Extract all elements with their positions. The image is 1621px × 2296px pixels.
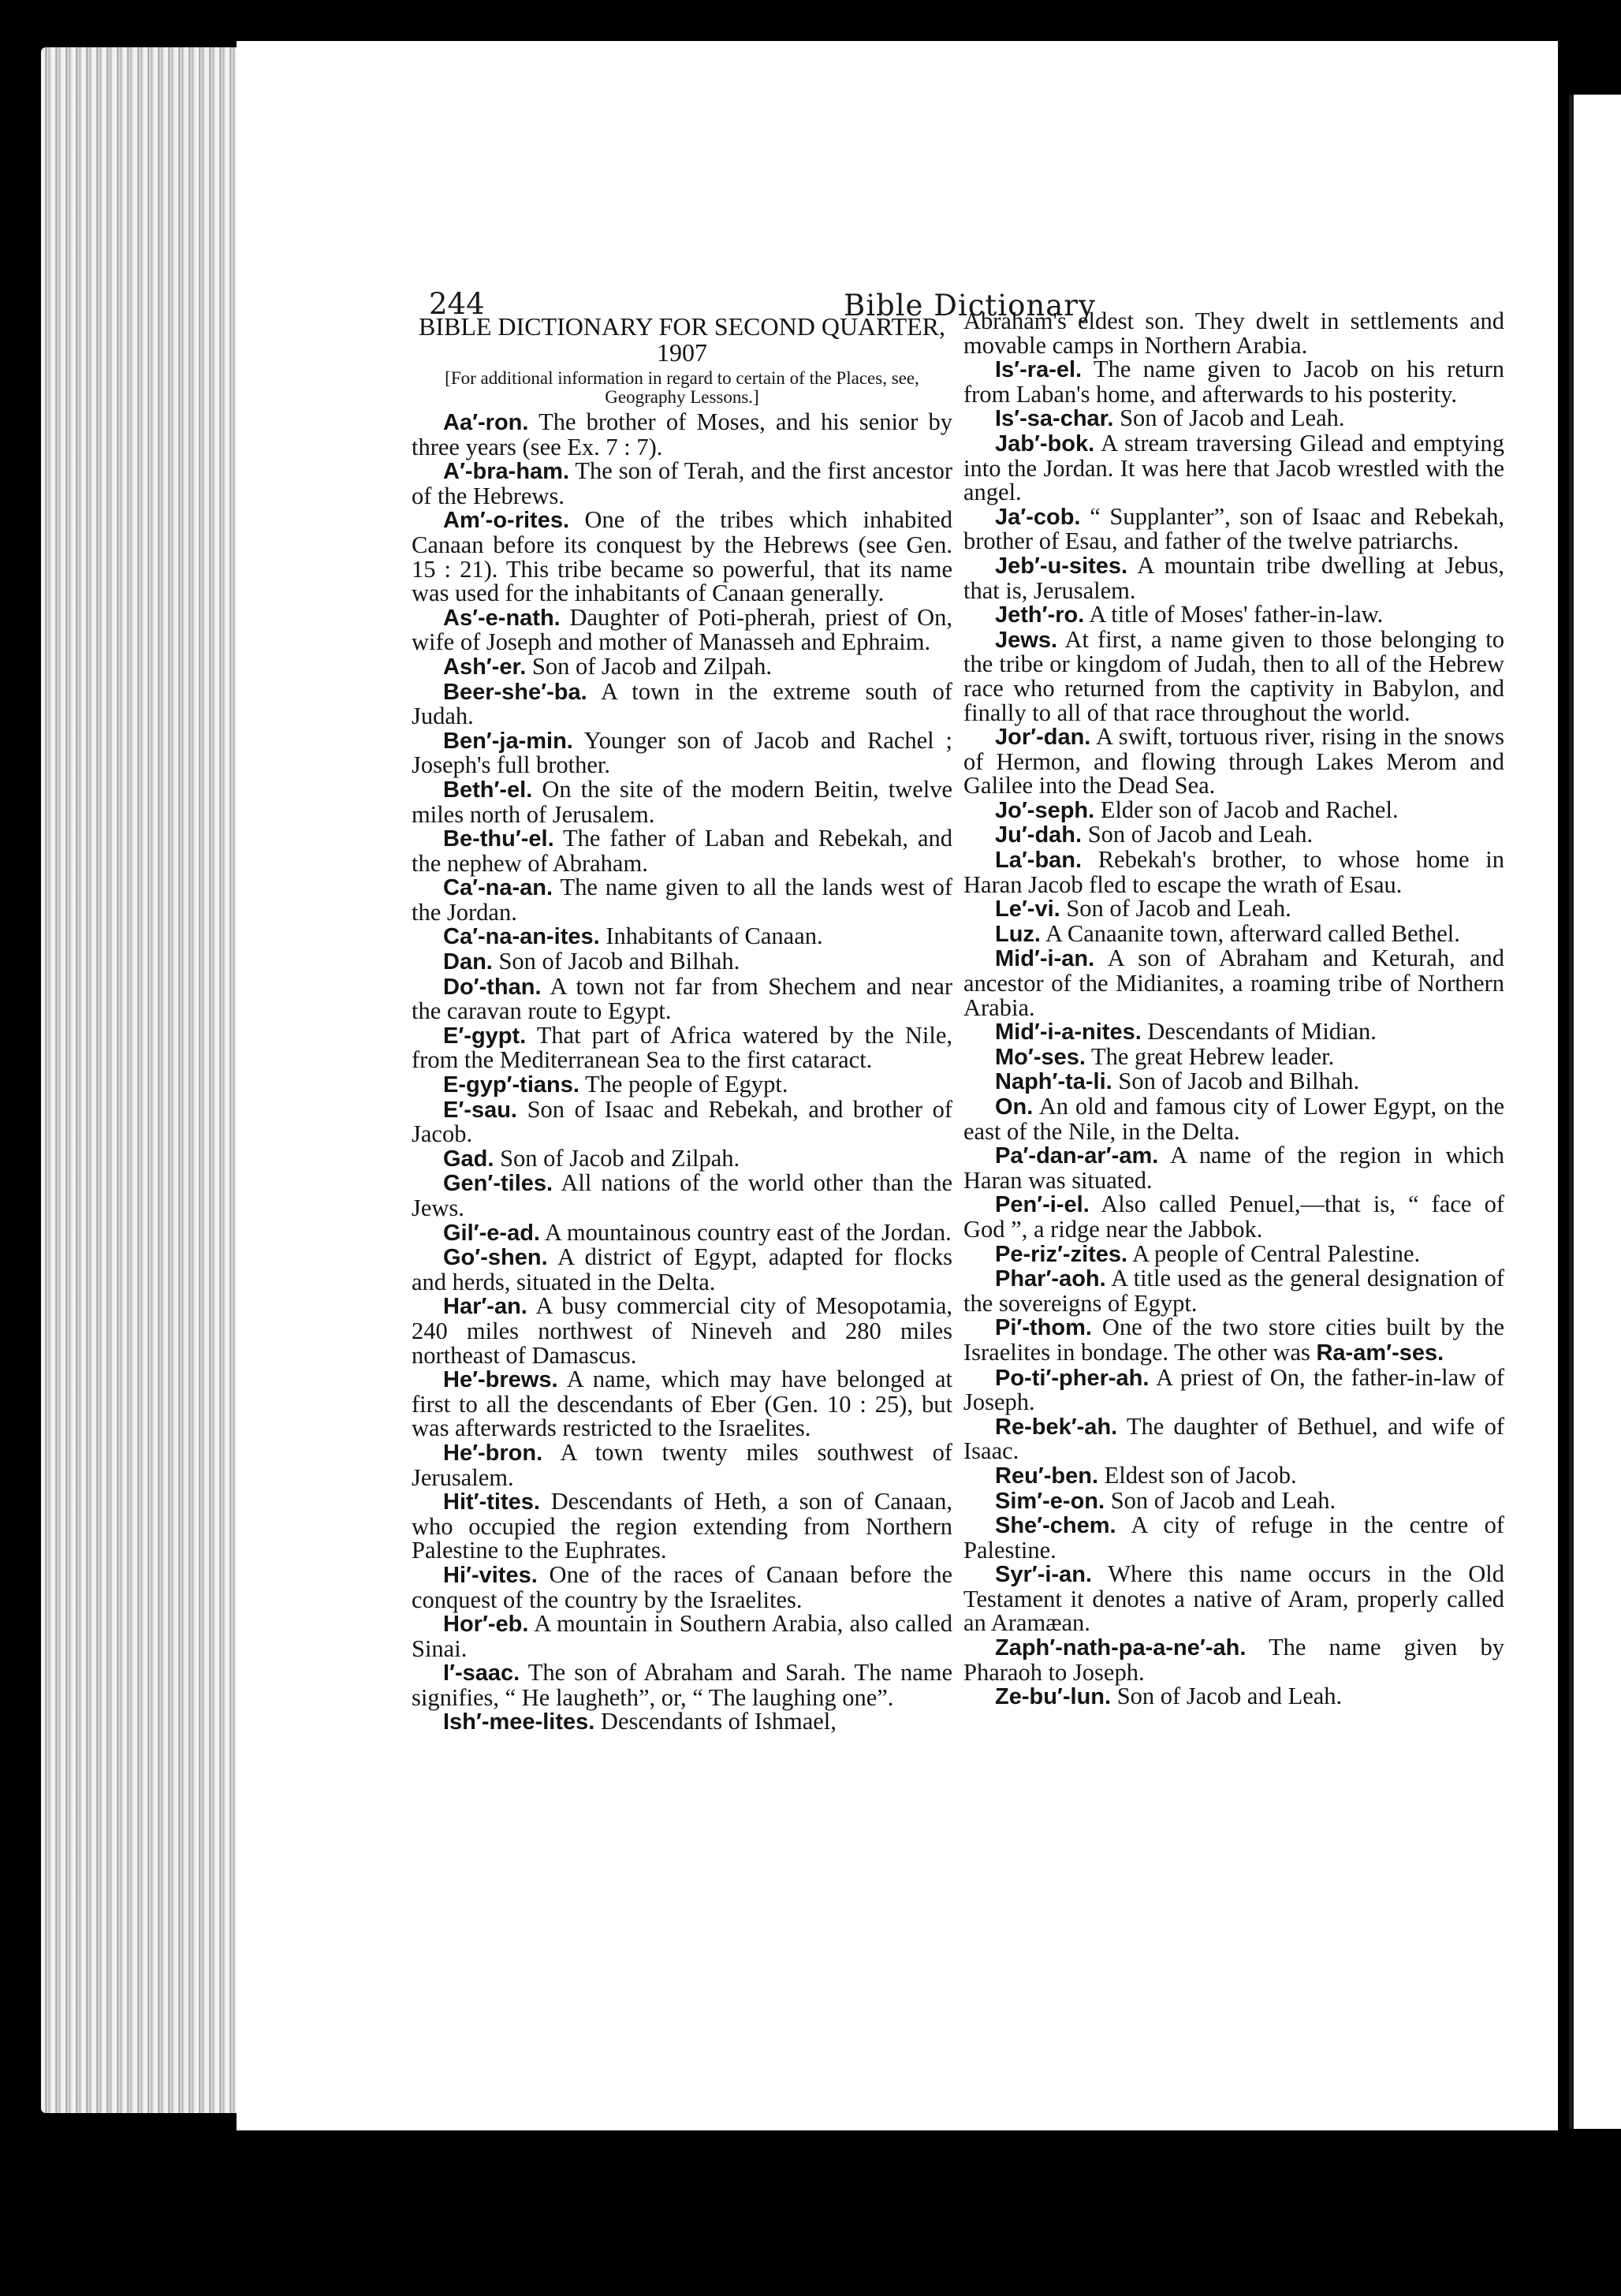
dictionary-entry: [963, 848, 1504, 896]
article-title: BIBLE DICTIONARY FOR SECOND QUARTER, 1907: [418, 312, 946, 367]
entry-term: La′-ban.: [995, 848, 1083, 874]
entry-definition: A city of refuge in the centre of Palestine.: [963, 1511, 1504, 1564]
entry-term: She′-chem.: [995, 1513, 1116, 1539]
entry-definition: A swift, tortuous river, rising in the snows of Hermon, and flowing through Lakes Merom and Galilee into the Dead Sea.: [963, 723, 1504, 800]
entry-term: Am′-o-rites.: [443, 508, 570, 534]
entry-definition: The people of Egypt.: [585, 1071, 788, 1098]
entry-definition: A title used as the general designation of the sovereigns of Egypt.: [963, 1265, 1504, 1317]
dictionary-entry: [412, 1218, 952, 1246]
entry-term: Ash′-er.: [443, 654, 527, 680]
entry-term: Jews.: [995, 627, 1057, 653]
dictionary-entry: [963, 502, 1505, 555]
entry-definition: A people of Central Palestine.: [1132, 1239, 1421, 1267]
entry-definition: The father of Laban and Rebekah, and the nephew of Abraham.: [412, 825, 952, 877]
entry-term: Ju′-dah.: [995, 822, 1083, 848]
entry-term: Do′-than.: [443, 974, 542, 1000]
left-entry-list: [412, 410, 952, 1735]
dictionary-entry: [963, 625, 1504, 726]
entry-definition: Son of Jacob and Leah.: [1110, 1486, 1336, 1514]
entry-definition: Inhabitants of Canaan.: [606, 922, 823, 950]
dictionary-entry: [412, 1660, 952, 1709]
entry-term: I′-saac.: [443, 1660, 520, 1687]
entry-definition: The name given to Jacob on his return from Laban's home, and afterwards to his posterity.: [963, 356, 1504, 408]
entry-definition: Eldest son of Jacob.: [1104, 1461, 1297, 1489]
entry-definition: A Canaanite town, afterward called Bethel.: [1045, 919, 1460, 947]
entry-definition: A town twenty miles southwest of Jerusalem.: [412, 1438, 952, 1491]
dictionary-entry: [963, 798, 1504, 823]
entry-term: Mid′-i-an.: [995, 946, 1095, 972]
dictionary-entry: [963, 1019, 1504, 1045]
entry-term: Ish′-mee-lites.: [443, 1709, 595, 1735]
entry-definition: Descendants of Heth, a son of Canaan, who occupied the region extending from Northern Palestine to the Euphrates.: [412, 1488, 953, 1564]
entry-definition: A busy commercial city of Mesopotamia, 240 miles northwest of Nineveh and 280 miles northeast of Damascus.: [412, 1292, 952, 1369]
book-page: [237, 41, 1558, 2130]
entry-definition: One of the two store cities built by the Israelites in bondage. The other was: [963, 1314, 1505, 1366]
entry-term: Reu′-ben.: [995, 1463, 1099, 1489]
entry-term: Gad.: [443, 1146, 494, 1172]
entry-definition: A stream traversing Gilead and emptying into the Jordan. It was here that Jacob wrestled with the angel.: [963, 429, 1504, 506]
entry-term: Aa′-ron.: [443, 410, 529, 435]
entry-definition: On the site of the modern Beitin, twelve miles north of Jerusalem.: [412, 775, 952, 828]
entry-definition: Son of Jacob and Leah.: [1116, 1683, 1343, 1710]
dictionary-entry: [963, 822, 1504, 848]
dictionary-entry: [963, 357, 1504, 406]
dictionary-entry: [412, 1709, 952, 1735]
entry-definition: The son of Abraham and Sarah. The name signifies, “ He laugheth”, or, “ The laughing one”.: [412, 1659, 952, 1711]
entry-term: Jor′-dan.: [995, 725, 1091, 751]
entry-definition: Son of Jacob and Bilhah.: [498, 948, 740, 975]
entry-definition: Descendants of Midian.: [1147, 1018, 1377, 1046]
dictionary-entry: [963, 1486, 1504, 1514]
dictionary-entry: [963, 725, 1504, 798]
entry-definition: A name, which may have belonged at first to all the descendants of Eber (Gen. 10 : 25), but was afterwards restricted to the Israelites.: [412, 1366, 953, 1442]
entry-term: Ja′-cob.: [995, 504, 1081, 530]
entry-term: As′-e-nath.: [443, 605, 561, 631]
entry-term: Sim′-e-on.: [995, 1488, 1105, 1514]
dictionary-entry: [963, 1094, 1504, 1143]
entry-term: Beth′-el.: [443, 777, 533, 803]
entry-term: Mid′-i-a-nites.: [995, 1019, 1142, 1046]
dictionary-entry: [412, 1171, 952, 1220]
entry-definition: The daughter of Bethuel, and wife of Isaac.: [963, 1412, 1504, 1465]
entry-term: He′-brews.: [443, 1367, 558, 1393]
entry-definition: Where this name occurs in the Old Testament it denotes a native of Aram, properly called an Aramæan.: [963, 1560, 1504, 1637]
entry-term: Pe-riz′-zites.: [995, 1241, 1128, 1267]
dictionary-entry: [412, 972, 952, 1025]
entry-definition: A mountain tribe dwelling at Jebus, that is, Jerusalem.: [963, 551, 1504, 604]
dictionary-entry: [963, 1069, 1504, 1094]
entry-term: E-gyp′-tians.: [443, 1072, 579, 1098]
entry-definition: Rebekah's brother, to whose home in Haran Jacob fled to escape the wrath of Esau.: [963, 846, 1504, 898]
entry-term: Le′-vi.: [995, 896, 1060, 922]
dictionary-entry: [412, 949, 952, 975]
dictionary-entry: [412, 777, 952, 826]
entry-term: Is′-ra-el.: [995, 357, 1083, 383]
dictionary-entry: [412, 508, 952, 605]
dictionary-entry: [412, 1367, 952, 1441]
entry-definition: Son of Jacob and Leah.: [1066, 895, 1291, 922]
dictionary-entry: [963, 919, 1504, 947]
dictionary-entry: [963, 1315, 1504, 1365]
dictionary-entry: [412, 1294, 952, 1367]
entry-term: A′-bra-ham.: [443, 459, 570, 485]
entry-definition: The brother of Moses, and his senior by three years (see Ex. 7 : 7).: [412, 408, 952, 460]
entry-definition: All nations of the world other than the Jews.: [412, 1169, 953, 1221]
entry-definition: Son of Jacob and Leah.: [1087, 821, 1314, 848]
entry-definition: A title of Moses' father-in-law.: [1089, 601, 1384, 628]
entry-term: Be-thu′-el.: [443, 826, 554, 852]
dictionary-entry: [963, 1684, 1504, 1709]
dictionary-entry: [412, 1072, 952, 1098]
dictionary-entry: [963, 431, 1504, 505]
entry-definition: Son of Jacob and Leah.: [1120, 404, 1345, 432]
dictionary-entry: [963, 406, 1504, 431]
right-entry-list: [963, 357, 1504, 1709]
entry-term: Jo′-seph.: [995, 797, 1095, 823]
entry-definition: Elder son of Jacob and Rachel.: [1100, 796, 1399, 823]
dictionary-entry: [963, 1363, 1504, 1416]
entry-term: Go′-shen.: [443, 1245, 548, 1271]
entry-definition: “ Supplanter”, son of Isaac and Rebekah, brother of Esau, and father of the twelve patriarchs.: [963, 502, 1505, 555]
dictionary-entry: [412, 726, 953, 779]
entry-term: E′-gypt.: [443, 1023, 527, 1049]
page-number: 244: [429, 287, 485, 321]
entry-definition: Also called Penuel,—that is, “ face of God ”, a ridge near the Jabbok.: [963, 1191, 1504, 1243]
dictionary-entry: [412, 1438, 952, 1491]
entry-term: Mo′-ses.: [995, 1044, 1086, 1070]
entry-term: Ca′-na-an-ites.: [443, 924, 600, 950]
entry-definition: One of the tribes which inhabited Canaan before its conquest by the Hebrews (see Gen. 15 : 21). This tribe became so powerful, that its name was used for the inhabitants of Canaan generally.: [412, 506, 953, 607]
entry-term: Is′-sa-char.: [995, 406, 1114, 432]
entry-definition: The son of Terah, and the first ancestor of the Hebrews.: [412, 457, 952, 509]
dictionary-entry: [412, 677, 952, 730]
dictionary-entry: [963, 946, 1504, 1019]
dictionary-entry: [412, 459, 952, 508]
dictionary-entry: [412, 1146, 952, 1172]
dictionary-entry: [412, 603, 952, 656]
entry-definition: A name of the region in which Haran was situated.: [963, 1142, 1504, 1194]
entry-term: Ze-bu′-lun.: [995, 1684, 1112, 1710]
dictionary-entry: [963, 1463, 1504, 1489]
dictionary-entry: [412, 1245, 952, 1294]
dictionary-entry: [963, 551, 1504, 604]
dictionary-entry: [412, 1095, 952, 1148]
entry-term: Hor′-eb.: [443, 1612, 529, 1638]
entry-definition: Descendants of Ishmael,: [600, 1708, 837, 1735]
entry-definition: Daughter of Poti-pherah, priest of On, wife of Joseph and mother of Manasseh and Ephraim.: [412, 603, 952, 656]
entry-definition: Son of Jacob and Zilpah.: [500, 1144, 740, 1172]
dictionary-entry: [412, 1489, 952, 1563]
dictionary-entry: [963, 1513, 1504, 1562]
dictionary-entry: [963, 1414, 1504, 1463]
dictionary-entry: [963, 1143, 1504, 1192]
entry-term: Ca′-na-an.: [443, 875, 553, 901]
entry-definition: A town in the extreme south of Judah.: [412, 677, 952, 730]
entry-term: Har′-an.: [443, 1294, 527, 1320]
dictionary-entry: [412, 1023, 952, 1072]
entry-definition: A mountain in Southern Arabia, also called Sinai.: [412, 1610, 952, 1662]
running-head: [237, 248, 1558, 322]
entry-definition: A district of Egypt, adapted for flocks and herds, situated in the Delta.: [412, 1243, 952, 1295]
entry-term: Po-ti′-pher-ah.: [995, 1365, 1150, 1391]
dictionary-entry: [963, 1266, 1504, 1315]
dictionary-entry: [963, 602, 1504, 628]
entry-term: Hi′-vites.: [443, 1562, 538, 1588]
entry-definition: A son of Abraham and Keturah, and ancestor of the Midianites, a roaming tribe of Northern Arabia.: [963, 945, 1504, 1021]
book-page-edges: [41, 47, 244, 2113]
entry-term: Re-bek′-ah.: [995, 1414, 1118, 1440]
entry-definition: The name given to all the lands west of the Jordan.: [412, 874, 952, 926]
entry-term: Zaph′-nath-pa-a-ne′-ah.: [995, 1635, 1246, 1661]
entry-term: Ben′-ja-min.: [443, 728, 573, 754]
entry-definition: A town not far from Shechem and near the caravan route to Egypt.: [412, 972, 952, 1025]
entry-inline-term: Ra-am′-ses.: [1316, 1340, 1444, 1366]
dictionary-entry: [412, 875, 952, 924]
entry-term: Jeth′-ro.: [995, 602, 1085, 628]
entry-term: Dan.: [443, 949, 493, 975]
left-column: [412, 309, 952, 1735]
entry-term: Beer-she′-ba.: [443, 679, 587, 705]
dictionary-entry: [412, 654, 952, 680]
entry-definition: Son of Jacob and Bilhah.: [1118, 1068, 1360, 1095]
entry-definition: Younger son of Jacob and Rachel ; Joseph's full brother.: [412, 726, 953, 779]
entry-term: Pen′-i-el.: [995, 1192, 1090, 1218]
dictionary-entry: [963, 1192, 1504, 1241]
entry-definition: One of the races of Canaan before the conquest of the country by the Israelites.: [412, 1560, 952, 1613]
dictionary-entry: [412, 924, 952, 949]
article-note: [For additional information in regard to certain of the Places, see, Geography Lessons.]: [445, 368, 919, 407]
dictionary-entry: [963, 1635, 1504, 1684]
entry-term: E′-sau.: [443, 1097, 517, 1123]
entry-definition: A priest of On, the father-in-law of Joseph.: [963, 1363, 1504, 1416]
entry-term: Syr′-i-an.: [995, 1562, 1092, 1588]
entry-term: Pi′-thom.: [995, 1315, 1092, 1341]
entry-definition: The great Hebrew leader.: [1091, 1042, 1335, 1070]
entry-continuation: Abraham's eldest son. They dwelt in settlements and movable camps in Northern Arabia.: [963, 308, 1504, 359]
dictionary-entry: [963, 896, 1504, 922]
entry-term: Gen′-tiles.: [443, 1171, 553, 1197]
dictionary-entry: [412, 1560, 952, 1613]
entry-definition: Son of Jacob and Zilpah.: [531, 652, 772, 680]
facing-page-edge: [1569, 95, 1621, 2129]
dictionary-entry: [963, 1042, 1504, 1070]
entry-term: Naph′-ta-li.: [995, 1069, 1112, 1095]
dictionary-entry: [412, 410, 952, 459]
entry-term: Hit′-tites.: [443, 1489, 540, 1515]
running-title: Bible Dictionary: [844, 289, 1096, 322]
entry-definition: Son of Isaac and Rebekah, and brother of Jacob.: [412, 1095, 952, 1148]
entry-term: Jeb′-u-sites.: [995, 553, 1128, 579]
entry-term: He′-bron.: [443, 1440, 543, 1466]
entry-definition: The name given by Pharaoh to Joseph.: [963, 1634, 1505, 1686]
entry-term: Jab′-bok.: [995, 430, 1095, 457]
dictionary-entry: [412, 826, 952, 875]
dictionary-entry: [963, 1239, 1504, 1267]
right-column: [963, 309, 1504, 1709]
entry-term: Gil′-e-ad.: [443, 1220, 540, 1246]
entry-definition: A mountainous country east of the Jordan.: [544, 1218, 952, 1246]
entry-term: Luz.: [995, 921, 1041, 947]
dictionary-entry: [412, 1612, 952, 1660]
dictionary-entry: [963, 1562, 1504, 1635]
entry-term: Phar′-aoh.: [995, 1266, 1106, 1292]
entry-definition: At first, a name given to those belonging to the tribe or kingdom of Judah, then to all of the Hebrew race who returned from the captivity in Babylon, and finally to all of that race throughout the world.: [963, 625, 1504, 726]
entry-definition: That part of Africa watered by the Nile, from the Mediterranean Sea to the first cataract.: [412, 1021, 952, 1074]
entry-term: Pa′-dan-ar′-am.: [995, 1143, 1159, 1169]
entry-definition: An old and famous city of Lower Egypt, on the east of the Nile, in the Delta.: [963, 1093, 1504, 1145]
entry-term: On.: [995, 1094, 1034, 1120]
